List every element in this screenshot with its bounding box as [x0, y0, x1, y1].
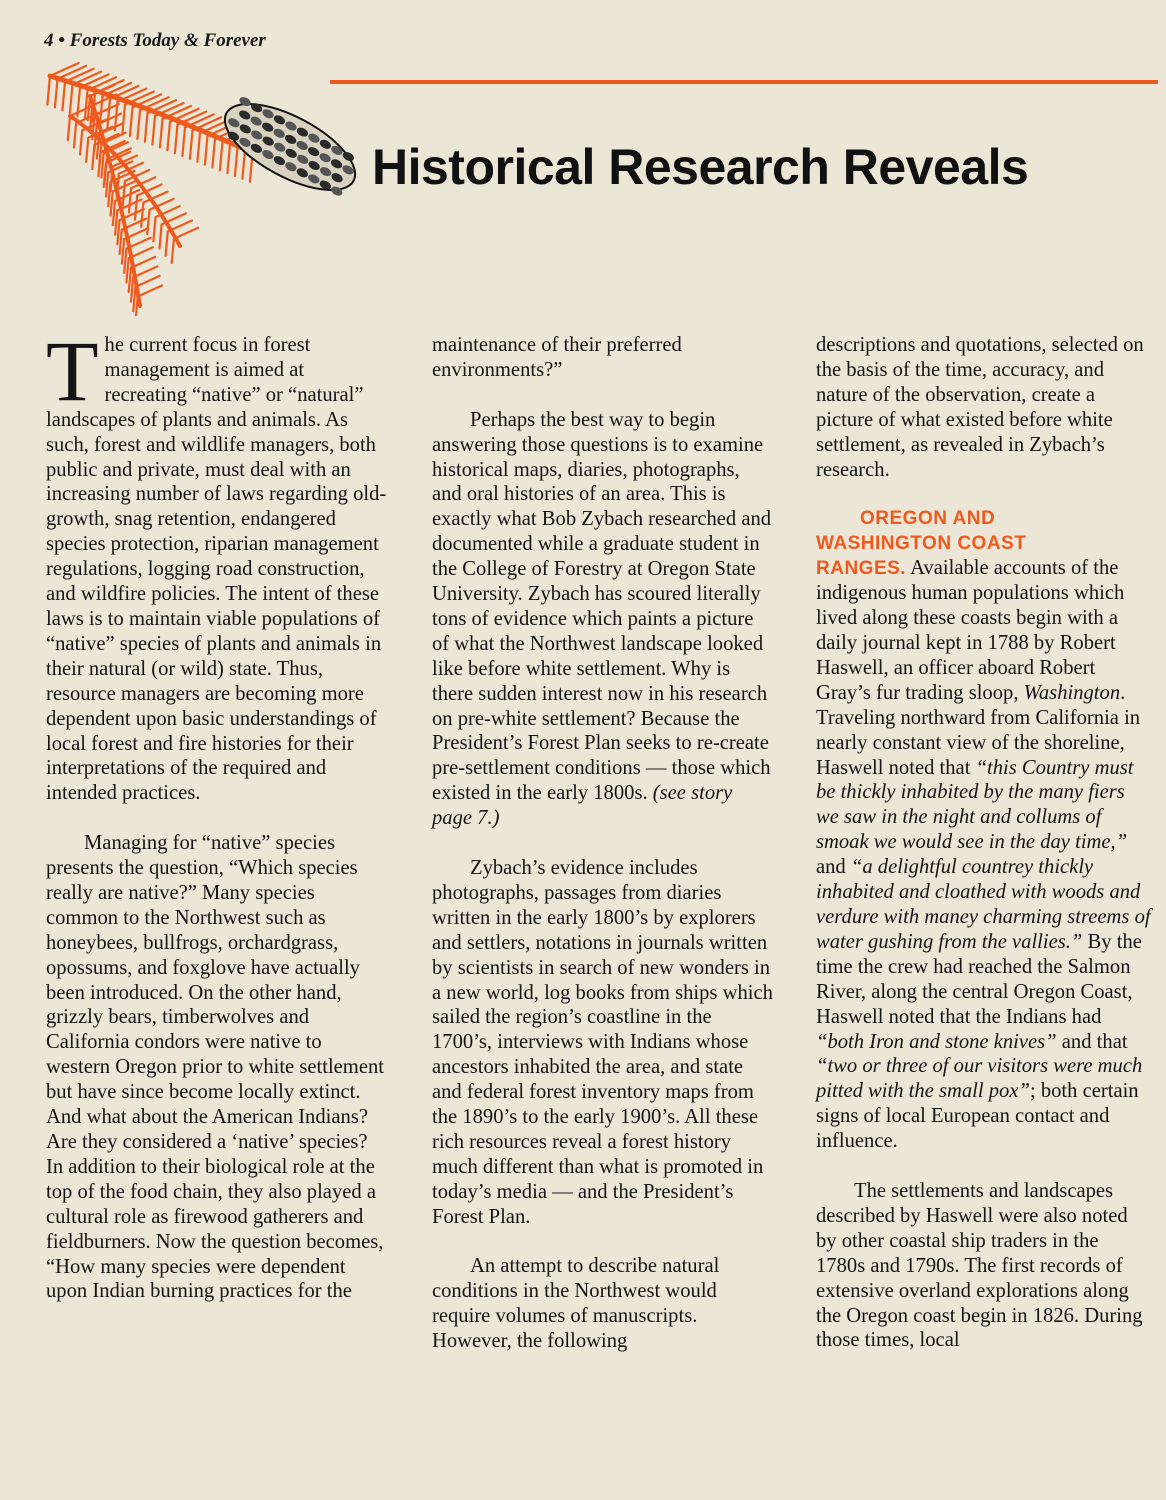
- article-column-3: [816, 333, 1152, 1378]
- paragraph-intro: The current focus in forest management is aimed at recreating “native” or “natural” landscapes of plants and animals. As such, forest and wildlife managers, both public and private, must deal with an increasing number of laws regarding old-growth, snag retention, endangered species protection, riparian management regulations, logging road construction, and wildfire policies. The intent of these laws is to maintain viable populations of “native” species of plants and animals in their natural (or wild) state. Thus, resource managers are becoming more dependent upon basic understandings of local forest and fire histories for their interpretations of the required and intended practices.: [46, 323, 387, 805]
- pine-cone-icon: [205, 92, 375, 202]
- paragraph-native-species: Managing for “native” species presents the question, “Which species really are native?” Many species common to the Northwest such as honeybees, bullfrogs, orchardgrass, opossums, and foxglove have actually been introduced. On the other hand, grizzly bears, timberwolves and California condors were native to western Oregon prior to white settlement but have since become locally extinct. And what about the American Indians? Are they considered a ‘native’ species? In addition to their biological role at the top of the food chain, they also played a cultural role as firewood gatherers and fieldburners. Now the question becomes, “How many species were dependent upon Indian burning practices for the: [46, 832, 384, 1303]
- paragraph-zybach-research: Perhaps the best way to begin answering those questions is to examine historical maps, diaries, photographs, and oral histories of an area. This is exactly what Bob Zybach researched and documented while a graduate student in the College of Forestry at Oregon State University. Zybach has scoured literally tons of evidence which paints a picture of what the Northwest landscape looked like before white settlement. Why is there sudden interest now in his research on pre-white settlement? Because the President’s Forest Plan seeks to re-create pre-settlement conditions — those which existed in the early 1800s. (see story page 7.): [432, 408, 772, 830]
- drop-cap: T: [46, 323, 99, 419]
- paragraph-evidence: Zybach’s evidence includes photographs, passages from diaries written in the early 1800’s by explorers and settlers, notations in journals written by scientists in search of new wonders in a new world, log books from ships which sailed the region’s coastline in the 1700’s, interviews with Indians whose ancestors inhabited the area, and state and federal forest inventory maps from the 1890’s to the early 1900’s. All these rich resources reveal a forest history much different than what is promoted in today’s media — and the President’s Forest Plan.: [432, 857, 773, 1228]
- section-subhead: OREGON AND: [860, 508, 996, 530]
- story-reference: (see story page 7.): [432, 782, 733, 830]
- paragraph-settlements: The settlements and landscapes described by Haswell were also noted by other coastal ship traders in the 1780s and 1790s. The first records of extensive overland explorations along the Oregon coast begin in 1826. During those times, local: [816, 1179, 1143, 1352]
- paragraph-descriptions: descriptions and quotations, selected on the basis of the time, accuracy, and nature of the observation, create a picture of what existed before white settlement, as revealed in Zybach’s research.: [816, 334, 1144, 481]
- header-rule: [330, 80, 1158, 84]
- article-column-1: [46, 323, 388, 1329]
- paragraph-continuation: maintenance of their preferred environments?”: [432, 334, 682, 381]
- page-folio: 4 • Forests Today & Forever: [44, 30, 266, 51]
- article-column-2: [432, 333, 774, 1379]
- paragraph-coast-ranges: OREGON AND WASHINGTON COAST RANGES. Available accounts of the indigenous human populations which lived along these coasts begin with a daily journal kept in 1788 by Robert Haswell, an officer aboard Robert Gray’s fur trading sloop, Washington. Traveling northward from California in nearly constant view of the shoreline, Haswell noted that “this Country must be thickly inhabited by the many fiers we saw in the night and collums of smoak we would see in the day time,” and “a delightful countrey thickly inhabited and cloathed with woods and verdure with maney charming streems of water gushing from the vallies.” By the time the crew had reached the Salmon River, along the central Oregon Coast, Haswell noted that the Indians had “both Iron and stone knives” and that “two or three of our visitors were much pitted with the small pox”; both certain signs of local European contact and influence.: [816, 508, 1151, 1153]
- paragraph-natural-conditions: An attempt to describe natural conditions in the Northwest would require volumes of manuscripts. However, the following: [432, 1255, 720, 1353]
- article-headline: Historical Research Reveals: [372, 139, 1029, 195]
